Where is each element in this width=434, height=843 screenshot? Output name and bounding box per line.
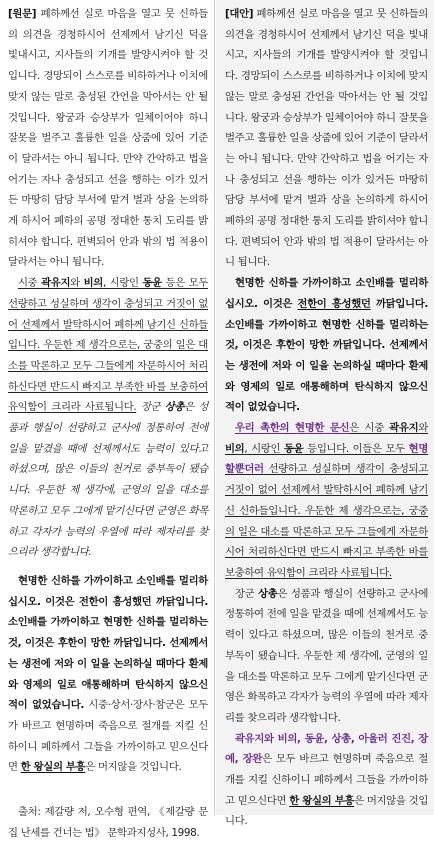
original-p3-highlight: 한 왕실의 부흥 xyxy=(20,761,86,774)
person-name: 상총 xyxy=(258,587,278,600)
person-name: 비의 xyxy=(83,277,103,290)
person-name: 동윤 xyxy=(142,277,162,290)
original-p3-bold: 현명한 신하를 가까이하고 소인배를 멀리하십시오. 이것은 전한이 흥성했던 까닭입니다. 소인배를 가까이하고 현명한 신하를 멀리하는 것, 이것은 후한이 망한 까닭입니다. 선제께서는 생전에 저와 이 일을 논의하실 때마다 환제와 영제의 일로 애통해하며 탄식하지 않으신 적이 없었습니다. xyxy=(8,574,208,712)
person-name: 비의 xyxy=(225,442,245,455)
alternative-p3-underlined: 은 시중 곽유지와 비의, 시랑인 동윤 등입니다. 이들은 모두 현명할뿐더러 선량하고 성실하며 생각이 충성되고 거짓이 없어 선제께서 발탁하시어 폐하께 남기신 신하들입니다. 우둔한 제 생각으로는, 궁중의 일은 대소를 막론하고 모두 그들에게 자문하시어 처리하신다면 반드시 빠지고 부족한 바를 보충하여 유익함이 크리라 사료됩니다. xyxy=(225,422,429,579)
person-name: 상총 xyxy=(164,401,185,414)
original-paragraph-1 xyxy=(8,4,208,273)
alternative-p1-text: 폐하께선 실로 마음을 열고 뭇 신하들의 의견을 경청하시어 선제께서 남기신 덕을 빛내시고, 지사들의 기개를 발양시켜야 할 것입니다. 경망되이 스스로를 비하하거나 이치에 맞지 않는 말로 충성된 간언을 막아서는 안 될 것입니다. 왕궁과 승상부가 일체이어야 하니 잘못을 벌주고 훌륭한 일을 상줌에 있어 기준이 달라서는 아니 됩니다. 만약 간악하고 법을 어기는 자나 충성되고 선을 행하는 이가 있거든 마땅히 담당 부서에 맡겨 벌과 상을 논의하게 하시어 폐하의 공명 정대한 통치 도리를 밝히셔야 합니다. 편벽되어 안과 밖의 법 적용이 달라서는 아니 됩니다. xyxy=(225,8,428,269)
person-name: 곽유지 xyxy=(389,422,419,435)
alternative-column xyxy=(216,0,434,828)
alternative-paragraph-5: 곽유지와 비의, 동윤, 상총, 아울러 진진, 장예, 장완은 모두 바르고 현명하며 죽음으로 절개를 지킬 신하이니 폐하께서 그들을 가까이하고 믿으신다면 한 왕실의 부흥은 머지않을 것입니다. xyxy=(225,732,429,828)
original-p2-underlined: 시중 곽유지와 비의, 시랑인 동윤 등은 모두 선량하고 성실하며 생각이 충성되고 거짓이 없어 선제께서 발탁하시어 폐하께 남기신 신하들입니다. 우둔한 제 생각으로는, 궁중의 일은 대소를 막론하고 모두 그들에게 자문하시어 처리하신다면 반드시 빠지고 부족한 바를 보충하여 유익함이 크리라 사료됩니다. xyxy=(8,277,209,414)
alternative-p5-highlight: 한 왕실의 부흥 xyxy=(289,794,355,807)
alternative-paragraph-1 xyxy=(225,4,428,273)
alternative-p2-underlined: 전한이 흥성했던 xyxy=(297,297,371,310)
source-citation: 출처: 제갈량 저, 오수형 편역, 《제갈량 문집 난세를 건너는 법》 문학과지성사, 1998. xyxy=(8,806,208,839)
original-paragraph-2 xyxy=(8,273,208,563)
original-column xyxy=(0,0,215,839)
alternative-paragraph-2: 현명한 신하를 가까이하고 소인배를 멀리하십시오. 이것은 전한이 흥성했던 까닭입니다. 소인배를 가까이하고 현명한 신하를 멀리하는 것, 이것은 후한이 망한 까닭입니다. 선제께서는 생전에 저와 이 일을 논의하실 때마다 환제와 영제의 일로 애통해하며 탄식하지 않으신 적이 없었습니다. xyxy=(225,277,428,414)
person-name: 동윤 xyxy=(283,442,304,455)
alternative-p5-purple: 곽유지와 비의, 동윤, 상총, 아울러 진진, 장예, 장완 xyxy=(225,732,428,766)
alternative-p3-purple: 우리 촉한의 현명한 문신 xyxy=(235,422,350,435)
alternative-paragraph-4: 장군 상총은 성품과 행실이 선량하고 군사에 정통하여 전에 일을 맡겼을 때에 선제께서도 능력이 있다고 하셨으며, 많은 이들의 천거로 중부독이 됐습니다. 우둔한 제 생각에, 군영의 일을 대소를 막론하고 모두 그에게 맡기신다면 군영은 화목하고 각자가 능력의 우열에 따라 제자리를 찾으리라 생각합니다. xyxy=(225,587,429,724)
alternative-p3-purple-2: 현명할뿐더러 xyxy=(225,442,429,476)
alternative-tag: [대안] xyxy=(225,8,254,20)
alternative-paragraph-3 xyxy=(225,418,428,584)
original-p3-tail: 시중·상서·장사·참군은 모두가 바르고 현명하며 죽음으로 절개를 지킬 신하이니 폐하께서 그들을 가까이하고 믿으신다면 xyxy=(8,699,208,774)
original-tag: [원문] xyxy=(8,8,37,20)
person-name: 곽유지 xyxy=(41,277,71,290)
original-p1-text: 폐하께선 실로 마음을 열고 뭇 신하들의 의견을 경청하시어 선제께서 남기신 덕을 빛내시고, 지사들의 기개를 발양시켜야 할 것입니다. 경망되이 스스로를 비하하거나 이치에 맞지 않는 말로 충성된 간언을 막아서는 안 될 것입니다. 왕궁과 승상부가 일체이어야 하니 잘못을 벌주고 훌륭한 일을 상줌에 있어 기준이 달라서는 아니 됩니다. 만약 간악하고 법을 어기는 자나 충성되고 선을 행하는 이가 있거든 마땅히 담당 부서에 맡겨 벌과 상을 논의하게 하시어 폐하의 공명 정대한 통치 도리를 밝히셔야 합니다. 편벽되어 안과 밖의 법 적용이 달라서는 아니 됩니다. xyxy=(8,8,208,269)
original-paragraph-3: 현명한 신하를 가까이하고 소인배를 멀리하십시오. 이것은 전한이 흥성했던 까닭입니다. 소인배를 가까이하고 현명한 신하를 멀리하는 것, 이것은 후한이 망한 까닭입니다. 선제께서는 생전에 저와 이 일을 논의하실 때마다 환제와 영제의 일로 애통해하며 탄식하지 않으신 적이 없었습니다. 시중·상서·장사·참군은 모두가 바르고 현명하며 죽음으로 절개를 지킬 신하이니 폐하께서 그들을 가까이하고 믿으신다면 한 왕실의 부흥은 머지않을 것입니다. xyxy=(8,574,208,774)
original-p2-italic: 장군 상총은 성품과 행실이 선량하고 군사에 정통하여 전에 일을 맡겼을 때에 선제께서도 능력이 있다고 하셨으며, 많은 이들의 천거로 중부독이 됐습니다. 우둔한 제 생각에, 군영의 일을 대소를 막론하고 모두 그에게 맡기신다면 군영은 화목하고 각자가 능력의 우열에 따라 제자리를 찾으리라 생각합니다. xyxy=(8,401,209,559)
